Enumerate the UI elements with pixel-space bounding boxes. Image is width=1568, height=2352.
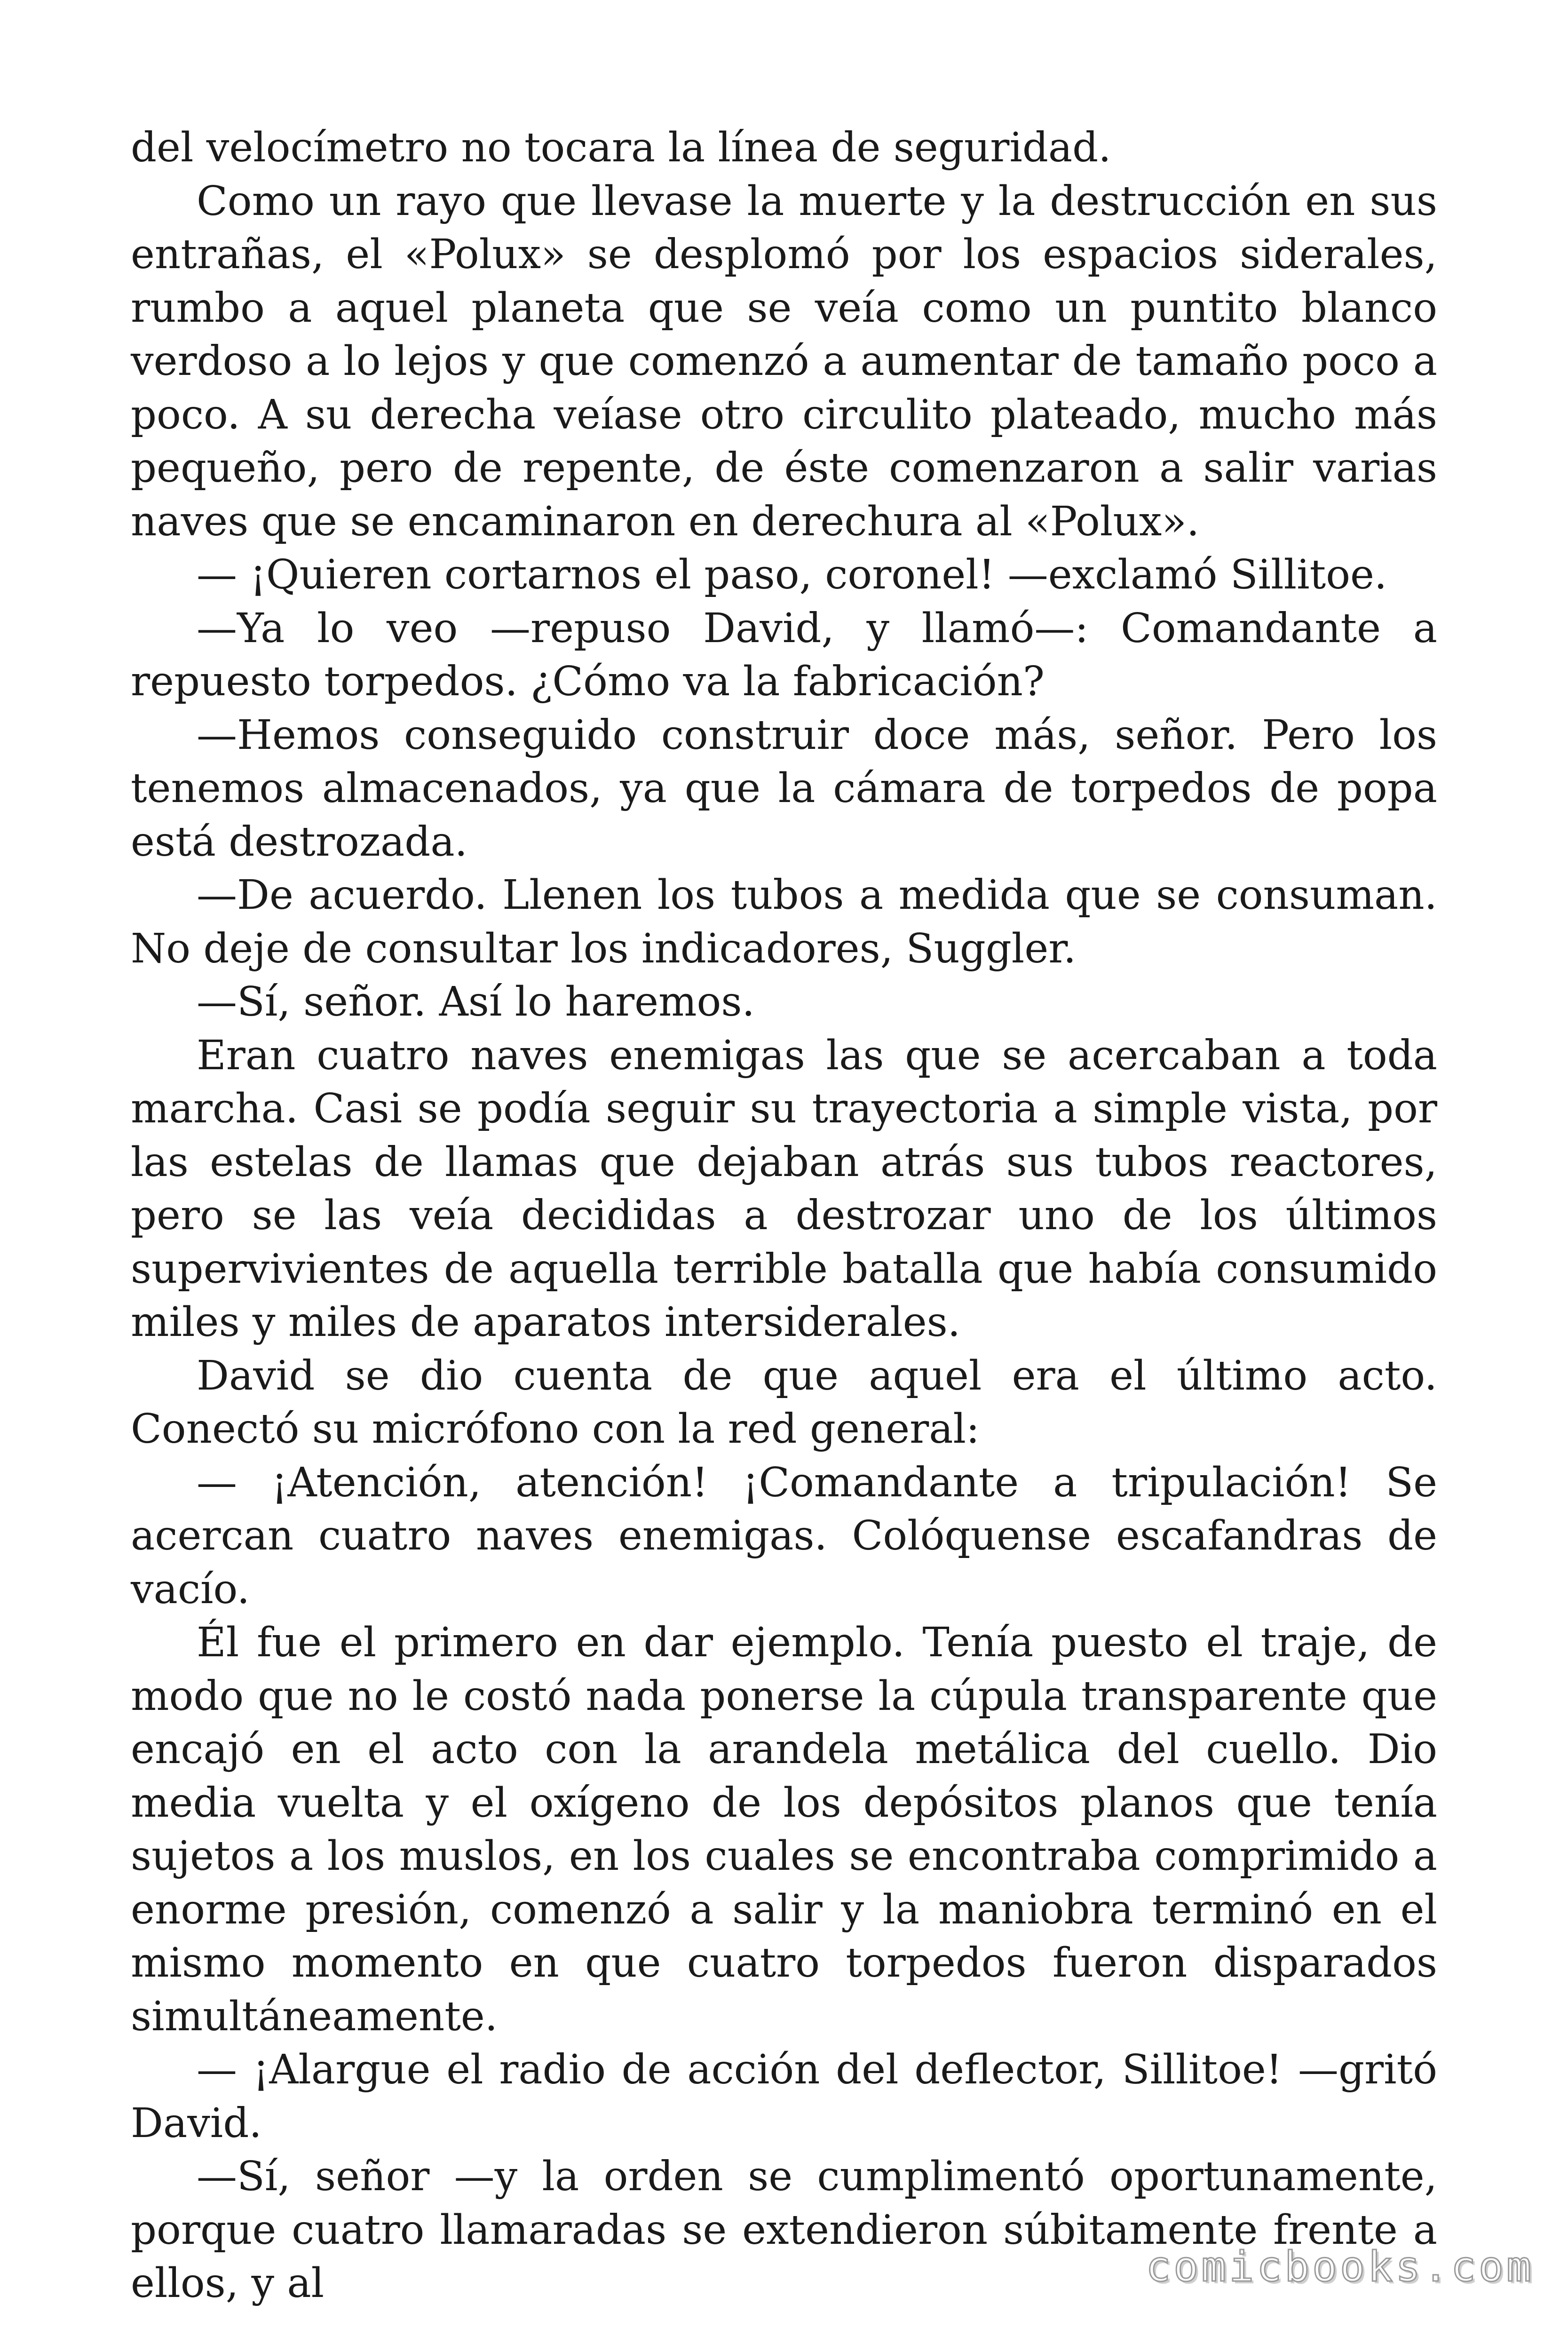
paragraph-11: Él fue el primero en dar ejemplo. Tenía puesto el traje, de modo que no le costó nada ponerse la cúpula transparente que encajó en el acto con la arandela metálica del cuello. Dio media vuelta y el oxígeno de los depósitos planos que tenía sujetos a los muslos, en los cuales se encontraba comprimido a enorme presión, comenzó a salir y la maniobra terminó en el mismo momento en que cuatro torpedos fueron disparados simultáneamente. [131,1619,1437,2040]
page-body [131,121,1437,2311]
paragraph-6: —De acuerdo. Llenen los tubos a medida que se consuman. No deje de consultar los indicadores, Suggler. [131,872,1437,972]
paragraph-2: Como un rayo que llevase la muerte y la destrucción en sus entrañas, el «Polux» se desplomó por los espacios siderales, rumbo a aquel planeta que se veía como un puntito blanco verdoso a lo lejos y que comenzó a aumentar de tamaño poco a poco. A su derecha veíase otro circulito plateado, mucho más pequeño, pero de repente, de éste comenzaron a salir varias naves que se encaminaron en derechura al «Polux». [131,177,1437,545]
paragraph-7: —Sí, señor. Así lo haremos. [197,978,755,1025]
paragraph-12: — ¡Alargue el radio de acción del deflector, Sillitoe! —gritó David. [131,2046,1437,2147]
paragraph-5: —Hemos conseguido construir doce más, señor. Pero los tenemos almacenados, ya que la cámara de torpedos de popa está destrozada. [131,711,1437,866]
paragraph-1: del velocímetro no tocara la línea de seguridad. [131,124,1111,171]
paragraph-10: — ¡Atención, atención! ¡Comandante a tripulación! Se acercan cuatro naves enemigas. Colóquense escafandras de vacío. [131,1459,1437,1613]
paragraph-9: David se dio cuenta de que aquel era el último acto. Conectó su micrófono con la red general: [131,1352,1437,1453]
paragraph-3: — ¡Quieren cortarnos el paso, coronel! —exclamó Sillitoe. [197,551,1387,598]
watermark: comicbooks.com [1146,2242,1534,2291]
paragraph-8: Eran cuatro naves enemigas las que se acercaban a toda marcha. Casi se podía seguir su trayectoria a simple vista, por las estelas de llamas que dejaban atrás sus tubos reactores, pero se las veía decididas a destrozar uno de los últimos supervivientes de aquella terrible batalla que había consumido miles y miles de aparatos intersiderales. [131,1032,1437,1346]
paragraph-4: —Ya lo veo —repuso David, y llamó—: Comandante a repuesto torpedos. ¿Cómo va la fabricación? [131,604,1437,705]
paragraph-13: —Sí, señor —y la orden se cumplimentó oportunamente, porque cuatro llamaradas se extendieron súbitamente frente a ellos, y al [131,2153,1437,2307]
